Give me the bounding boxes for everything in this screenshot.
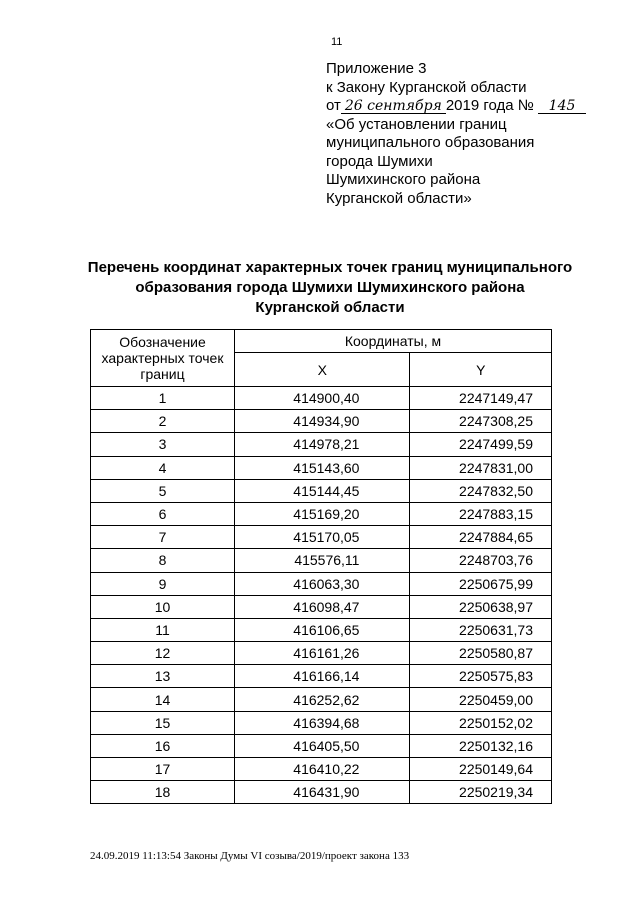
- footer-stamp: 24.09.2019 11:13:54 Законы Думы VI созыва/2019/проект закона 133: [90, 850, 410, 862]
- law-title-line-3: города Шумихи: [326, 152, 433, 170]
- table-row: [91, 387, 552, 410]
- table-row: [91, 572, 552, 595]
- appendix-date-line: [326, 97, 586, 116]
- law-title-line-5: Курганской области»: [326, 189, 472, 207]
- title-line-2: образования города Шумихи Шумихинского района: [135, 279, 525, 296]
- point-number: 5: [91, 479, 235, 502]
- coordinate-x: 416252,62: [235, 688, 410, 711]
- appendix-header: [326, 60, 586, 208]
- coordinate-y: 2247499,59: [410, 433, 552, 456]
- point-number: 16: [91, 734, 235, 757]
- coordinate-x: 416161,26: [235, 642, 410, 665]
- table-row: [91, 549, 552, 572]
- appendix-law-ref: к Закону Курганской области: [326, 78, 527, 96]
- point-number: 14: [91, 688, 235, 711]
- header-coordinates: Координаты, м: [235, 330, 552, 353]
- coordinate-x: 416410,22: [235, 758, 410, 781]
- title-line-1: Перечень координат характерных точек границ муниципального: [87, 259, 573, 276]
- coordinate-x: 416431,90: [235, 781, 410, 804]
- coordinate-x: 415143,60: [235, 456, 410, 479]
- coordinate-y: 2247832,50: [410, 479, 552, 502]
- coordinate-y: 2247831,00: [410, 456, 552, 479]
- table-row: [91, 456, 552, 479]
- coordinate-x: 414934,90: [235, 410, 410, 433]
- coordinate-x: 414900,40: [235, 387, 410, 410]
- point-number: 11: [91, 618, 235, 641]
- table-row: [91, 665, 552, 688]
- coordinate-x: 415144,45: [235, 479, 410, 502]
- table-row: [91, 642, 552, 665]
- title-line-3: Курганской области: [255, 299, 405, 316]
- point-number: 10: [91, 595, 235, 618]
- point-number: 13: [91, 665, 235, 688]
- coordinate-x: 416166,14: [235, 665, 410, 688]
- point-number: 18: [91, 781, 235, 804]
- coordinate-y: 2247308,25: [410, 410, 552, 433]
- point-number: 6: [91, 502, 235, 525]
- point-number: 2: [91, 410, 235, 433]
- header-x: X: [235, 353, 410, 387]
- coordinate-x: 415576,11: [235, 549, 410, 572]
- point-number: 7: [91, 526, 235, 549]
- date-suffix: 2019 года №: [445, 97, 534, 114]
- coordinate-y: 2250132,16: [410, 734, 552, 757]
- point-number: 12: [91, 642, 235, 665]
- coordinate-y: 2247883,15: [410, 502, 552, 525]
- table-row: [91, 734, 552, 757]
- coordinate-y: 2250459,00: [410, 688, 552, 711]
- coordinate-y: 2250675,99: [410, 572, 552, 595]
- point-number: 9: [91, 572, 235, 595]
- point-number: 3: [91, 433, 235, 456]
- coordinate-x: 416063,30: [235, 572, 410, 595]
- table-row: [91, 479, 552, 502]
- handwritten-date: 26 сентября: [341, 99, 446, 114]
- handwritten-law-number: 145: [538, 99, 586, 114]
- header-designation: Обозначение характерных точек границ: [91, 330, 235, 387]
- table-row: [91, 688, 552, 711]
- point-number: 15: [91, 711, 235, 734]
- table-row: [91, 433, 552, 456]
- coordinate-y: 2250152,02: [410, 711, 552, 734]
- coordinate-y: 2248703,76: [410, 549, 552, 572]
- law-title-line-4: Шумихинского района: [326, 171, 481, 188]
- table-row: [91, 781, 552, 804]
- coordinate-x: 415169,20: [235, 502, 410, 525]
- coordinate-x: 416106,65: [235, 618, 410, 641]
- coordinate-x: 416405,50: [235, 734, 410, 757]
- coordinate-y: 2250631,73: [410, 618, 552, 641]
- point-number: 8: [91, 549, 235, 572]
- coordinate-x: 414978,21: [235, 433, 410, 456]
- page-number: 11: [331, 36, 343, 48]
- coordinate-y: 2250149,64: [410, 758, 552, 781]
- coordinate-y: 2250638,97: [410, 595, 552, 618]
- document-title: [80, 258, 580, 318]
- table-row: [91, 502, 552, 525]
- coordinate-y: 2250219,34: [410, 781, 552, 804]
- law-title-line-1: «Об установлении границ: [326, 115, 507, 133]
- coordinates-table: [90, 329, 552, 804]
- coordinate-y: 2247149,47: [410, 387, 552, 410]
- table-row: [91, 595, 552, 618]
- point-number: 17: [91, 758, 235, 781]
- date-prefix: от: [326, 97, 341, 114]
- table-row: [91, 526, 552, 549]
- header-y: Y: [410, 353, 552, 387]
- table-row: [91, 711, 552, 734]
- coordinate-x: 415170,05: [235, 526, 410, 549]
- coordinate-x: 416098,47: [235, 595, 410, 618]
- point-number: 1: [91, 387, 235, 410]
- coordinate-y: 2250580,87: [410, 642, 552, 665]
- table-row: [91, 410, 552, 433]
- coordinate-y: 2247884,65: [410, 526, 552, 549]
- table-row: [91, 618, 552, 641]
- table-row: [91, 758, 552, 781]
- coordinate-y: 2250575,83: [410, 665, 552, 688]
- point-number: 4: [91, 456, 235, 479]
- appendix-title: Приложение 3: [326, 60, 427, 77]
- table-body: [91, 387, 552, 804]
- law-title-line-2: муниципального образования: [326, 134, 535, 151]
- coordinate-x: 416394,68: [235, 711, 410, 734]
